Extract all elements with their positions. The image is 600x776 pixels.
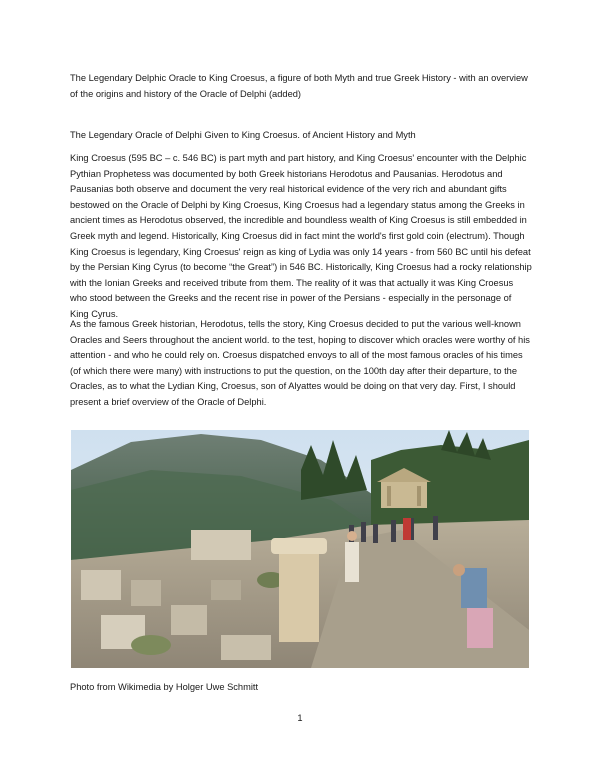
paragraph-1: King Croesus (595 BC – c. 546 BC) is part myth and part history, and King Croesus' encounter with the Delphic Pythian Prophetess was documented by both Greek historians Herodotus and Pausanias. Herodotus and Pausanias both observe and document the very real historical evidence of the very rich and abundant gifts bestowed on the Oracle of Delphi by King Croesus, King Croesus had a legendary status among the Greeks in ancient times as Herodotus observed, the incredible and boundless wealth of King Croesus is still embedded in Greek myth and legend. Historically, King Croesus did in fact mint the world's first gold coin (electrum). Though King Croesus is legendary, King Croesus' reign as king of Lydia was only 14 years - from 560 BC until his defeat by the Persian King Cyrus (to become “the Great”) in 546 BC. Historically, King Croesus had a rocky relationship with the Ionian Greeks and received tribute from them. The reality of it was that actually it was King Croesus who stood between the Greeks and the recent rise in power of the Persians - especially in the personage of King Cyrus. [70,153,532,319]
document-title: The Legendary Delphic Oracle to King Croesus, a figure of both Myth and true Greek History - with an overview of the origins and history of the Oracle of Delphi (added) [70,73,528,99]
page-number: 1 [297,713,303,723]
delphi-photo [71,430,529,668]
photo-caption: Photo from Wikimedia by Holger Uwe Schmitt [70,682,259,692]
section-heading: The Legendary Oracle of Delphi Given to King Croesus. of Ancient History and Myth [70,130,416,140]
paragraph-2: As the famous Greek historian, Herodotus, tells the story, King Croesus decided to put the various well-known Oracles and Seers throughout the ancient world. to the test, hoping to discover which oracles were worthy of his attention - and who he could rely on. Croesus dispatched envoys to all of the most famous oracles of his times (of which there were many) with instructions to put the question, on the 100th day after their departure, to the Oracles, as to what the Lydian King, Croesus, son of Alyattes would be doing on that very day. First, I should present a brief overview of the Oracle of Delphi. [70,319,530,407]
